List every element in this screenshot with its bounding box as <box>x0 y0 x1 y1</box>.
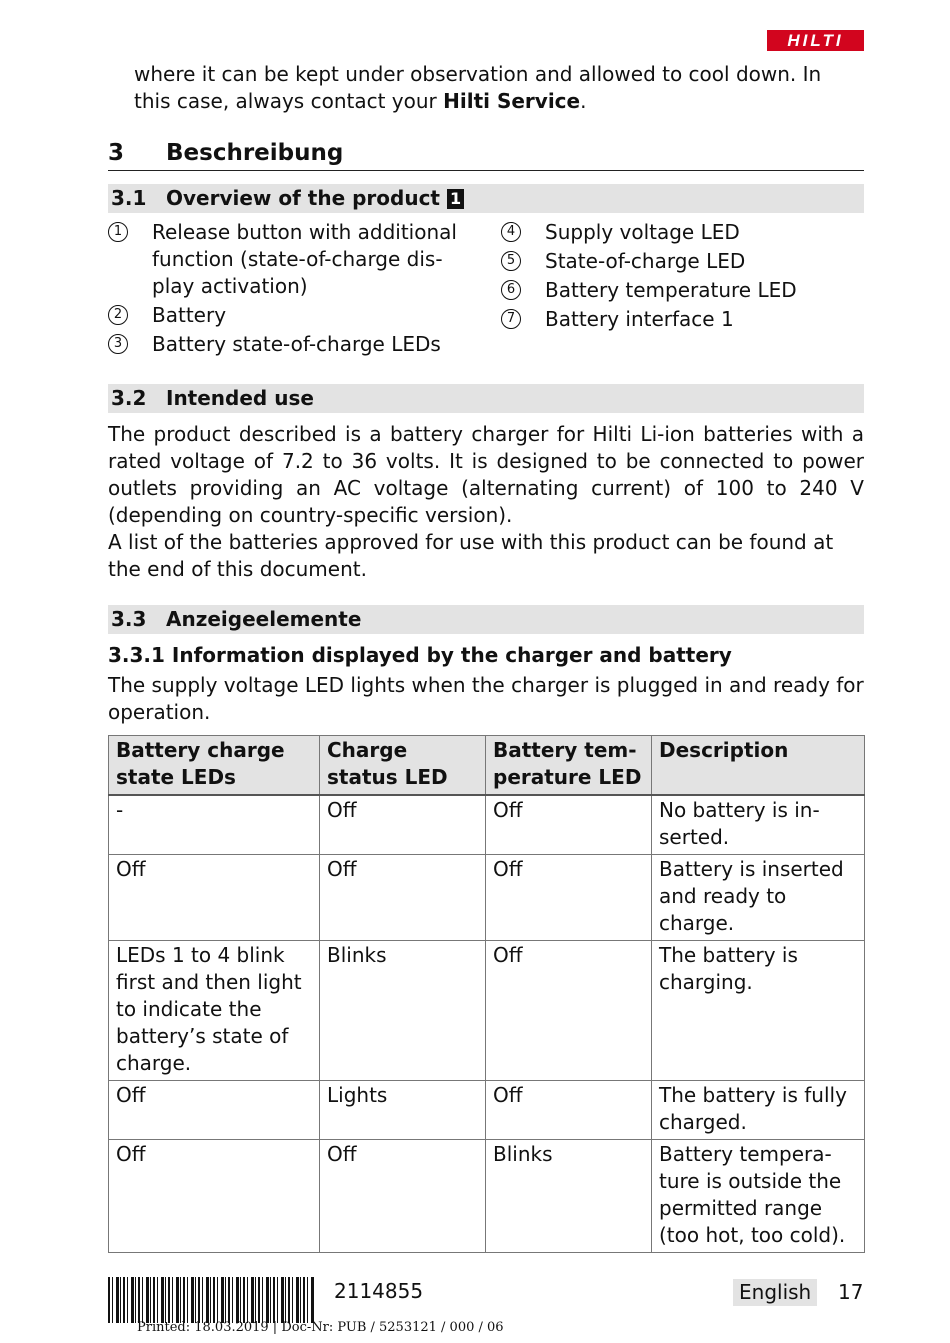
component-list-right <box>501 219 864 335</box>
item-marker: 3 <box>108 334 128 354</box>
item-marker: 4 <box>501 222 521 242</box>
table-header-cell: Description <box>652 736 865 796</box>
table-row <box>109 855 865 941</box>
list-item <box>108 302 468 329</box>
list-item <box>501 277 864 304</box>
table-row <box>109 1081 865 1140</box>
section-title: Anzeigeelemente <box>166 607 362 631</box>
table-cell: The battery is charging. <box>652 941 865 1081</box>
table-cell: - <box>109 795 320 855</box>
section-number: 3.3 <box>111 607 147 631</box>
item-marker: 6 <box>501 280 521 300</box>
table-row <box>109 1140 865 1253</box>
item-text: State-of-charge LED <box>545 249 746 273</box>
print-info: Printed: 18.03.2019 | Doc-Nr: PUB / 5253121 / 000 / 06 <box>137 1320 504 1335</box>
section-number: 3.2 <box>111 386 147 410</box>
table-cell: Off <box>486 941 652 1081</box>
section-3-3-heading <box>108 605 864 634</box>
table-header-row <box>109 736 865 796</box>
section-3-heading <box>108 136 864 171</box>
table-cell: Battery tempera-ture is outside the permitted range (too hot, too cold). <box>652 1140 865 1253</box>
section-3-1-heading <box>108 184 864 213</box>
item-marker: 1 <box>108 222 128 242</box>
list-item <box>108 331 468 358</box>
table-cell: Off <box>320 1140 486 1253</box>
table-header-cell: Charge status LED <box>320 736 486 796</box>
table-cell: Off <box>109 855 320 941</box>
item-text: Supply voltage LED <box>545 220 740 244</box>
item-marker: 7 <box>501 309 521 329</box>
list-item <box>501 219 864 246</box>
section-number: 3.1 <box>111 186 147 210</box>
led-status-table <box>108 735 865 1253</box>
document-code: 2114855 <box>334 1279 424 1303</box>
intro-paragraph <box>134 61 864 115</box>
section-title: Beschreibung <box>166 140 344 166</box>
page-number: 17 <box>838 1280 864 1304</box>
item-marker: 5 <box>501 251 521 271</box>
section-3-2-heading <box>108 384 864 413</box>
item-text: Release button with additional function (state-of-charge dis-play activation) <box>152 220 457 298</box>
item-text: Battery temperature LED <box>545 278 797 302</box>
table-cell: Lights <box>320 1081 486 1140</box>
table-cell: Off <box>320 795 486 855</box>
list-item <box>501 248 864 275</box>
table-cell: Off <box>109 1140 320 1253</box>
figure-reference: 1 <box>447 189 464 209</box>
list-item <box>108 219 468 300</box>
table-cell: Off <box>486 1081 652 1140</box>
item-text: Battery interface 1 <box>545 307 734 331</box>
intro-text: where it can be kept under observation and allowed to cool down. In this case, always contact your <box>134 62 822 113</box>
table-cell: Off <box>320 855 486 941</box>
table-cell: Off <box>109 1081 320 1140</box>
table-body <box>109 795 865 1253</box>
table-header-cell: Battery tem-perature LED <box>486 736 652 796</box>
table-cell: Blinks <box>486 1140 652 1253</box>
table-row <box>109 795 865 855</box>
supply-voltage-paragraph: The supply voltage LED lights when the charger is plugged in and ready for operation. <box>108 673 864 724</box>
item-text: Battery state-of-charge LEDs <box>152 332 441 356</box>
intended-use-paragraph: The product described is a battery charger for Hilti Li-ion batteries with a rated voltage of 7.2 to 36 volts. It is designed to be connected to power outlets providing an AC voltage (alternating current) of 100 to 240 V (depending on country-specific version). <box>108 422 864 527</box>
component-list-left <box>108 219 468 360</box>
table-cell: The battery is fully charged. <box>652 1081 865 1140</box>
section-title: Intended use <box>166 386 314 410</box>
table-header-cell: Battery charge state LEDs <box>109 736 320 796</box>
intro-strong: Hilti Service <box>443 89 581 113</box>
approved-batteries-paragraph: A list of the batteries approved for use with this product can be found at the end of this document. <box>108 530 834 581</box>
hilti-logo: HILTI <box>767 30 864 51</box>
item-marker: 2 <box>108 305 128 325</box>
table-row <box>109 941 865 1081</box>
table-cell: LEDs 1 to 4 blink first and then light to indicate the battery’s state of charge. <box>109 941 320 1081</box>
table-cell: No battery is in-serted. <box>652 795 865 855</box>
barcode <box>108 1277 314 1323</box>
table-cell: Off <box>486 795 652 855</box>
table-cell: Battery is inserted and ready to charge. <box>652 855 865 941</box>
subsection-3-3-1-heading: 3.3.1 Information displayed by the charger and battery <box>108 643 732 667</box>
list-item <box>501 306 864 333</box>
item-text: Battery <box>152 303 227 327</box>
intro-end: . <box>580 89 587 113</box>
table-cell: Blinks <box>320 941 486 1081</box>
section-number: 3 <box>108 140 125 166</box>
table-cell: Off <box>486 855 652 941</box>
language-label: English <box>733 1279 817 1306</box>
section-title: Overview of the product <box>166 186 440 210</box>
